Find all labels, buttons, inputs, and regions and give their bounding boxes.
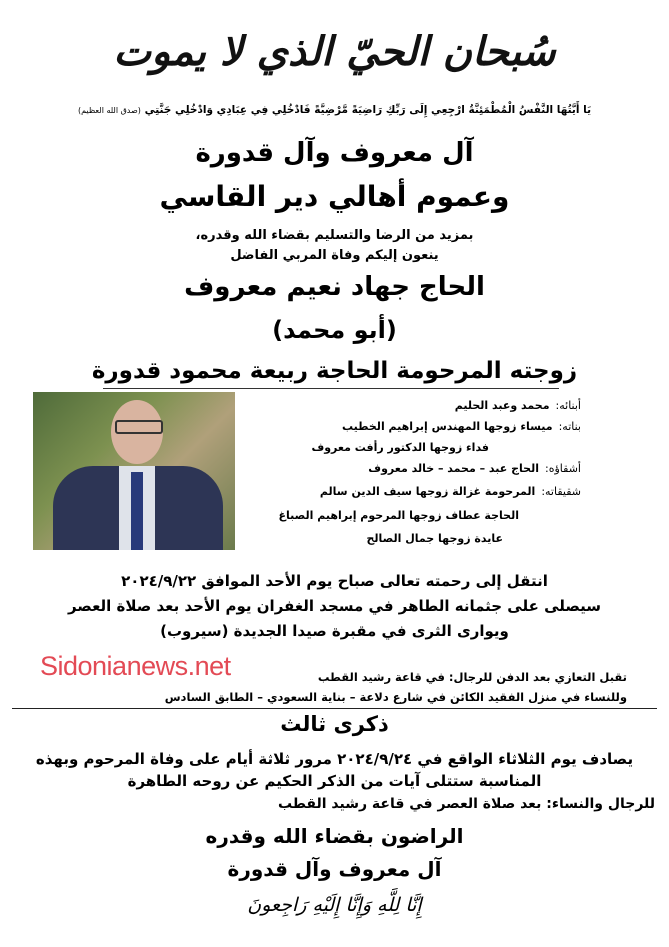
intro-line-2: ينعون إليكم وفاة المربي الفاضل — [230, 248, 439, 263]
quran-verse — [0, 104, 669, 116]
third-day-line-3: للرجال والنساء: بعد صلاة العصر في قاعة رشيد القطب — [277, 796, 655, 812]
verse-source: (صدق الله العظيم) — [77, 106, 141, 115]
watermark: Sidonianews.net — [40, 651, 231, 681]
header-calligraphy: سُبحان الحيّ الذي لا يموت — [113, 28, 556, 75]
section-divider — [12, 708, 657, 709]
deceased-name: الحاج جهاد نعيم معروف — [184, 272, 485, 302]
daughters-row — [342, 420, 581, 433]
daughters-name-2: فداء زوجها الدكتور رأفت معروف — [311, 441, 489, 454]
deceased-photo — [33, 392, 235, 550]
third-day-title: ذكرى ثالث — [280, 712, 389, 736]
third-day-line-1: يصادف يوم الثلاثاء الواقع في ٢٠٢٤/٩/٢٤ مرور ثلاثة أيام على وفاة المرحوم وبهذه — [35, 750, 634, 768]
closing-line-2: آل معروف وآل قدورة — [227, 857, 442, 881]
sons-names: محمد وعبد الحليم — [454, 399, 550, 412]
brothers-names: الحاج عبد – محمد – خالد معروف — [368, 462, 540, 475]
condolences-men: تقبل التعازي بعد الدفن للرجال: في قاعة رشيد القطب — [317, 670, 627, 684]
deceased-nickname: (أبو محمد) — [272, 316, 397, 344]
wife-underline — [103, 388, 559, 389]
third-day-line-2: المناسبة ستتلى آيات من الذكر الحكيم عن روحه الطاهرة — [127, 772, 542, 790]
death-announcement: انتقل إلى رحمته تعالى صباح يوم الأحد الموافق ٢٠٢٤/٩/٢٢ — [121, 572, 548, 590]
sisters-name-1: المرحومة غزالة زوجها سيف الدين سالم — [319, 485, 536, 498]
sisters-name-2: الحاجة عطاف زوجها المرحوم إبراهيم الصباغ — [278, 509, 519, 522]
burial-announcement: ويوارى الثرى في مقبرة صيدا الجديدة (سيروب) — [160, 622, 509, 640]
daughters-name-1: ميساء زوجها المهندس إبراهيم الخطيب — [342, 420, 553, 433]
sons-label: أبنائه: — [555, 399, 581, 412]
closing-line-1: الراضون بقضاء الله وقدره — [205, 824, 464, 848]
condolences-women: وللنساء في منزل الفقيد الكائن في شارع دلاعة – بناية السعودي – الطابق السادس — [164, 690, 627, 704]
brothers-label: أشقاؤه: — [545, 462, 581, 475]
families-heading: آل معروف وآل قدورة — [195, 138, 474, 168]
sisters-row — [320, 485, 581, 498]
sisters-name-3: عايدة زوجها جمال الصالح — [366, 532, 503, 545]
daughters-label: بناته: — [558, 420, 581, 433]
sisters-label: شقيقاته: — [541, 485, 581, 498]
sons-row — [455, 399, 581, 412]
deceased-wife: زوجته المرحومة الحاجة ربيعة محمود قدورة — [91, 358, 578, 384]
families-subheading: وعموم أهالي دير القاسي — [159, 180, 510, 213]
closing-verse: إِنَّا لِلَّهِ وَإِنَّا إِلَيْهِ رَاجِعونَ — [247, 894, 422, 916]
photo-tie — [131, 472, 143, 550]
photo-glasses — [115, 420, 163, 434]
brothers-row — [368, 462, 581, 475]
verse-text: يَا أَيَّتُهَا النَّفْسُ الْمُطْمَئِنَّةُ ارْجِعِي إِلَى رَبِّكِ رَاضِيَةً مَّرْضِيَّةً فَادْخُلِي فِي عِبَادِي وَادْخُلِي جَنَّتِي — [144, 104, 592, 116]
intro-line-1: بمزيد من الرضا والتسليم بقضاء الله وقدره، — [195, 228, 474, 243]
prayer-announcement: سيصلى على جثمانه الطاهر في مسجد الغفران يوم الأحد بعد صلاة العصر — [67, 597, 602, 615]
